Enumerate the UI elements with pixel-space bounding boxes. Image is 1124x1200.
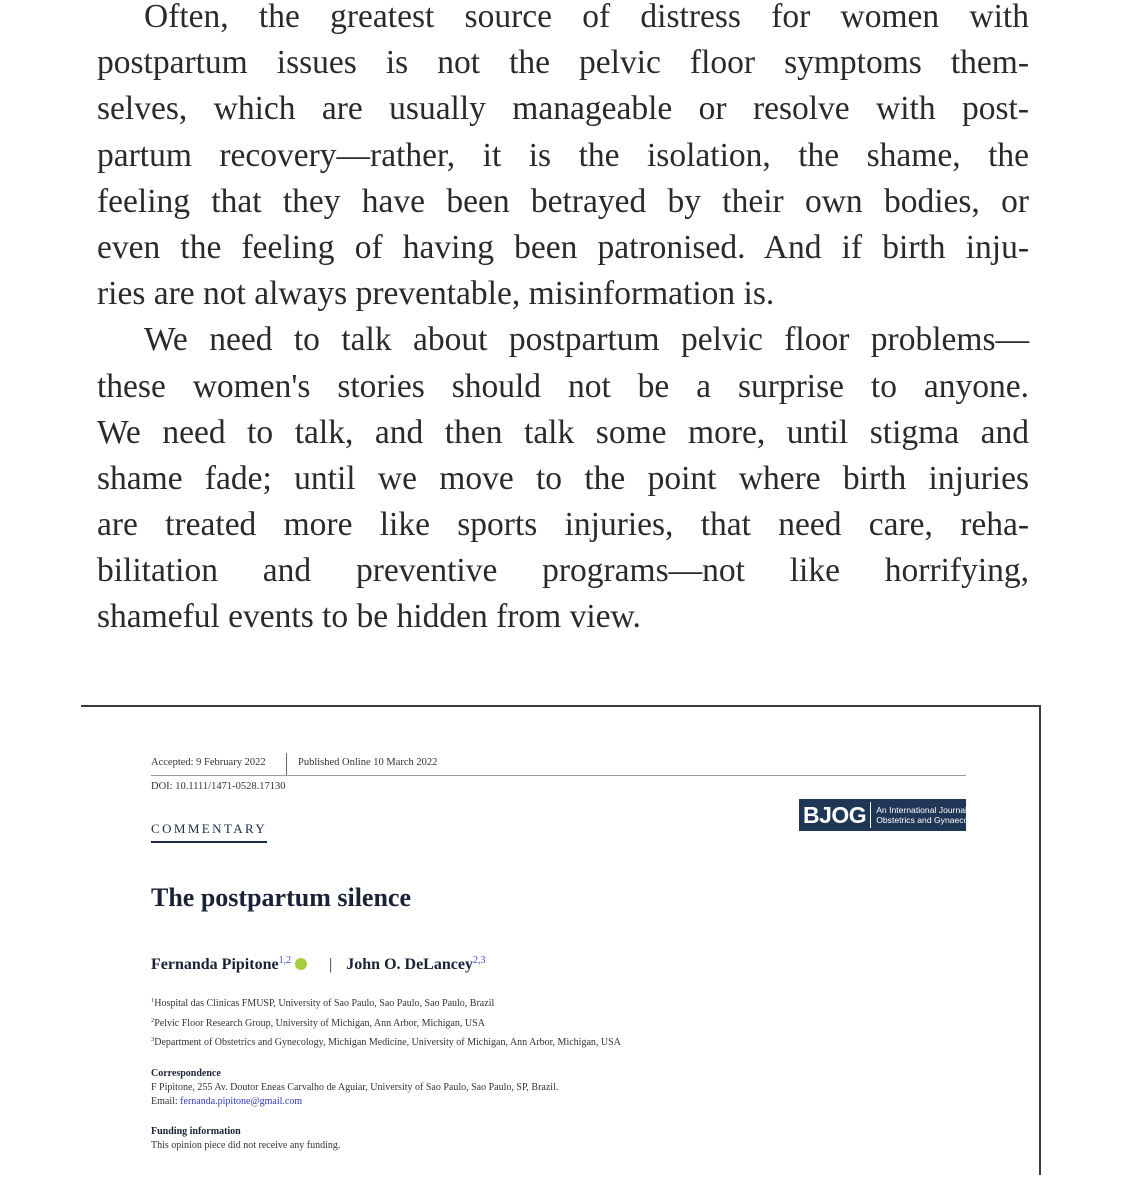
journal-name (871, 805, 984, 825)
affiliations (151, 997, 621, 1056)
excerpt-line: these women's stories should not be a surprise to anyone. (97, 367, 1029, 405)
affiliation-text: Hospital das Clinicas FMUSP, University of Sao Paulo, Sao Paulo, Sao Paulo, Brazil (154, 998, 495, 1009)
orcid-icon[interactable] (295, 958, 307, 970)
funding-information (151, 1125, 340, 1153)
excerpt-line: feeling that they have been betrayed by their own bodies, or (97, 182, 1029, 220)
funding-heading: Funding information (151, 1126, 241, 1137)
author-list (151, 955, 485, 974)
section-label: COMMENTARY (151, 821, 267, 843)
excerpt-line: partum recovery—rather, it is the isolation, the shame, the (97, 136, 1029, 174)
excerpt-line: ries are not always preventable, misinformation is. (97, 275, 775, 313)
affiliation-text: Pelvic Floor Research Group, University of Michigan, Ann Arbor, Michigan, USA (154, 1017, 485, 1029)
published-date: Published Online 10 March 2022 (298, 757, 438, 768)
divider (286, 753, 287, 775)
journal-logo-mark: BJOG (799, 802, 871, 828)
email-link[interactable]: fernanda.pipitone@gmail.com (180, 1096, 303, 1107)
excerpt-line: selves, which are usually manageable or resolve with post- (97, 90, 1029, 128)
publication-dates (151, 753, 966, 776)
correspondence-email-row (151, 1095, 558, 1109)
author-name[interactable]: Fernanda Pipitone (151, 956, 279, 973)
journal-name-line: Obstetrics and Gynaecology (876, 815, 985, 825)
journal-name-line: An International Journal of (876, 805, 977, 815)
article-title: The postpartum silence (151, 883, 411, 912)
author-separator: | (329, 956, 333, 973)
author-affiliation-ref: 1,2 (278, 955, 292, 966)
excerpt-line: shameful events to be hidden from view. (97, 598, 641, 636)
excerpt-line: We need to talk, and then talk some more, until stigma and (97, 413, 1029, 451)
excerpt-line: are treated more like sports injuries, that need care, reha- (97, 506, 1029, 544)
excerpt-line: We need to talk about postpartum pelvic floor problems— (144, 321, 1029, 359)
correspondence (151, 1067, 558, 1109)
excerpt-line: postpartum issues is not the pelvic floor symptoms them- (97, 44, 1029, 82)
funding-text: This opinion piece did not receive any funding. (151, 1140, 341, 1151)
excerpt-text (97, 0, 1029, 641)
doi: DOI: 10.1111/1471-0528.17130 (151, 781, 286, 792)
excerpt-line: shame fade; until we move to the point where birth injuries (97, 459, 1029, 497)
affiliation-text: Department of Obstetrics and Gynecology, Michigan Medicine, University of Michigan, Ann Arbor, Michigan, USA (154, 1037, 621, 1048)
affiliation-number: 1 (151, 997, 155, 1004)
correspondence-heading: Correspondence (151, 1068, 221, 1079)
author-name[interactable]: John O. DeLancey (346, 956, 473, 973)
affiliation-item (151, 997, 621, 1017)
affiliation-number: 2 (151, 1016, 155, 1024)
excerpt-line: bilitation and preventive programs—not like horrifying, (97, 552, 1029, 590)
email-label: Email: (151, 1096, 181, 1107)
journal-logo (799, 799, 985, 831)
excerpt-line: Often, the greatest source of distress for women with (144, 0, 1029, 35)
article-header-screenshot (81, 705, 1041, 1175)
affiliation-item (151, 1017, 621, 1037)
affiliation-item (151, 1036, 621, 1056)
accepted-date: Accepted: 9 February 2022 (151, 757, 266, 768)
correspondence-address: F Pipitone, 255 Av. Doutor Eneas Carvalho de Aguiar, University of Sao Paulo, Sao Paulo, SP, Brazil. (151, 1082, 559, 1093)
excerpt-line: even the feeling of having been patronised. And if birth inju- (97, 228, 1029, 266)
affiliation-number: 3 (151, 1036, 155, 1043)
author-affiliation-ref: 2,3 (472, 955, 486, 966)
